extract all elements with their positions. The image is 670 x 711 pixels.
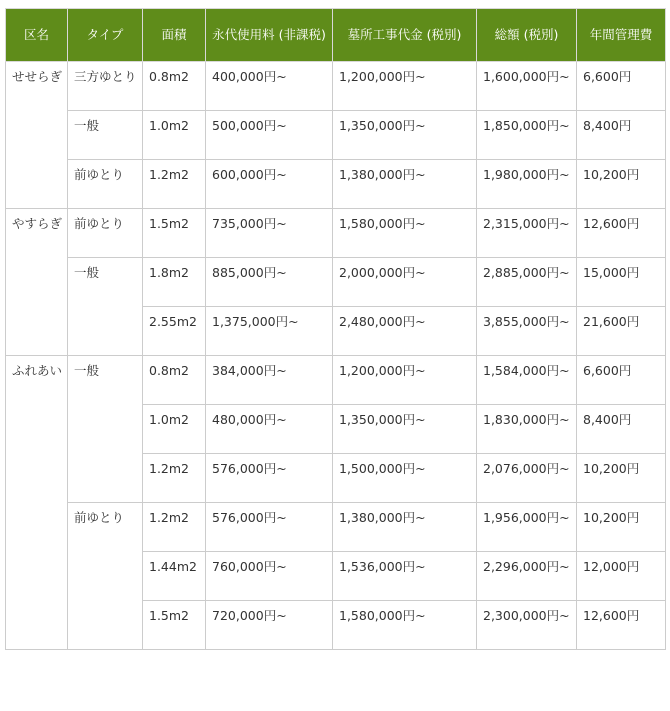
perpetual-fee-cell: 576,000円~ [206,503,333,552]
type-cell: 一般 [68,258,143,356]
header-type: タイプ [68,9,143,62]
size-cell: 1.0m2 [143,111,206,160]
size-cell: 1.0m2 [143,405,206,454]
total-cell: 1,830,000円~ [477,405,577,454]
construction-fee-cell: 2,480,000円~ [333,307,477,356]
annual-fee-cell: 12,600円 [577,209,666,258]
size-cell: 1.2m2 [143,160,206,209]
table-row [6,258,666,307]
total-cell: 1,956,000円~ [477,503,577,552]
annual-fee-cell: 10,200円 [577,454,666,503]
table-row [6,503,666,552]
table-row [6,160,666,209]
total-cell: 2,076,000円~ [477,454,577,503]
table-row [6,356,666,405]
total-cell: 2,315,000円~ [477,209,577,258]
total-cell: 3,855,000円~ [477,307,577,356]
construction-fee-cell: 1,500,000円~ [333,454,477,503]
perpetual-fee-cell: 885,000円~ [206,258,333,307]
size-cell: 0.8m2 [143,62,206,111]
header-construction-fee: 墓所工事代金 (税別) [333,9,477,62]
total-cell: 2,296,000円~ [477,552,577,601]
perpetual-fee-cell: 500,000円~ [206,111,333,160]
perpetual-fee-cell: 480,000円~ [206,405,333,454]
construction-fee-cell: 1,580,000円~ [333,601,477,650]
table-row [6,209,666,258]
total-cell: 2,300,000円~ [477,601,577,650]
construction-fee-cell: 1,380,000円~ [333,503,477,552]
header-size: 面積 [143,9,206,62]
type-cell: 前ゆとり [68,503,143,650]
construction-fee-cell: 1,380,000円~ [333,160,477,209]
construction-fee-cell: 2,000,000円~ [333,258,477,307]
annual-fee-cell: 8,400円 [577,111,666,160]
annual-fee-cell: 6,600円 [577,62,666,111]
construction-fee-cell: 1,200,000円~ [333,62,477,111]
size-cell: 2.55m2 [143,307,206,356]
type-cell: 前ゆとり [68,209,143,258]
perpetual-fee-cell: 760,000円~ [206,552,333,601]
construction-fee-cell: 1,580,000円~ [333,209,477,258]
type-cell: 一般 [68,356,143,503]
annual-fee-cell: 21,600円 [577,307,666,356]
total-cell: 2,885,000円~ [477,258,577,307]
header-total: 総額 (税別) [477,9,577,62]
type-cell: 一般 [68,111,143,160]
size-cell: 1.5m2 [143,601,206,650]
size-cell: 1.44m2 [143,552,206,601]
annual-fee-cell: 12,600円 [577,601,666,650]
header-perpetual-fee: 永代使用料 (非課税) [206,9,333,62]
annual-fee-cell: 8,400円 [577,405,666,454]
perpetual-fee-cell: 720,000円~ [206,601,333,650]
perpetual-fee-cell: 400,000円~ [206,62,333,111]
perpetual-fee-cell: 384,000円~ [206,356,333,405]
size-cell: 1.2m2 [143,454,206,503]
annual-fee-cell: 12,000円 [577,552,666,601]
size-cell: 1.2m2 [143,503,206,552]
table-row [6,111,666,160]
header-annual-fee: 年間管理費 [577,9,666,62]
annual-fee-cell: 15,000円 [577,258,666,307]
total-cell: 1,600,000円~ [477,62,577,111]
perpetual-fee-cell: 576,000円~ [206,454,333,503]
type-cell: 前ゆとり [68,160,143,209]
perpetual-fee-cell: 735,000円~ [206,209,333,258]
perpetual-fee-cell: 1,375,000円~ [206,307,333,356]
area-cell: ふれあい [6,356,68,650]
annual-fee-cell: 10,200円 [577,160,666,209]
total-cell: 1,584,000円~ [477,356,577,405]
construction-fee-cell: 1,350,000円~ [333,111,477,160]
size-cell: 1.8m2 [143,258,206,307]
construction-fee-cell: 1,350,000円~ [333,405,477,454]
total-cell: 1,850,000円~ [477,111,577,160]
perpetual-fee-cell: 600,000円~ [206,160,333,209]
size-cell: 0.8m2 [143,356,206,405]
area-cell: せせらぎ [6,62,68,209]
size-cell: 1.5m2 [143,209,206,258]
construction-fee-cell: 1,536,000円~ [333,552,477,601]
table-row [6,62,666,111]
header-row [6,9,666,62]
total-cell: 1,980,000円~ [477,160,577,209]
type-cell: 三方ゆとり [68,62,143,111]
price-table [5,8,666,650]
annual-fee-cell: 10,200円 [577,503,666,552]
header-area: 区名 [6,9,68,62]
area-cell: やすらぎ [6,209,68,356]
construction-fee-cell: 1,200,000円~ [333,356,477,405]
annual-fee-cell: 6,600円 [577,356,666,405]
